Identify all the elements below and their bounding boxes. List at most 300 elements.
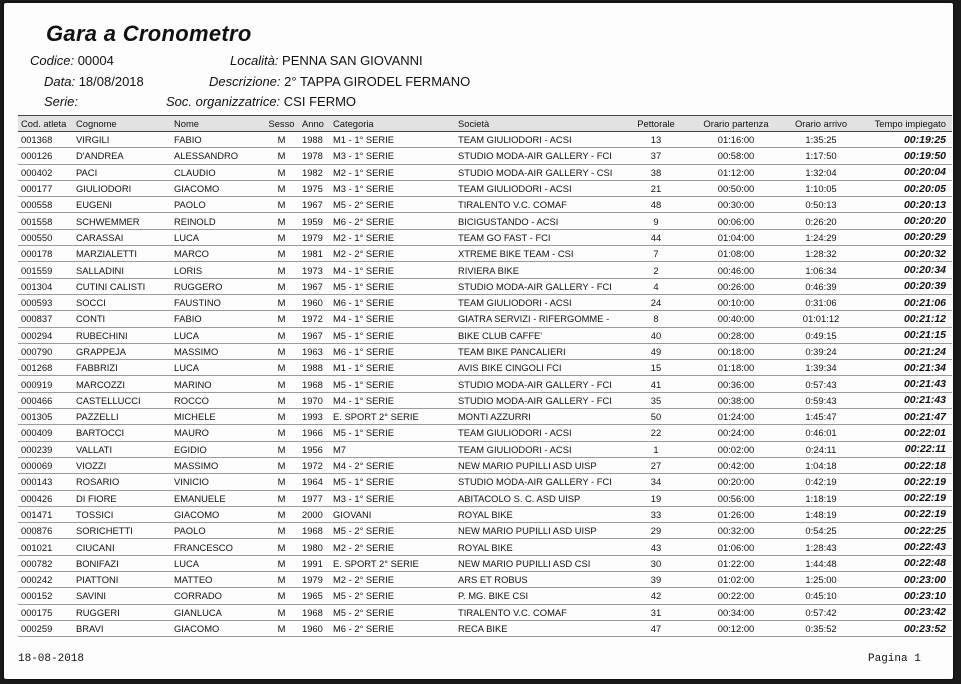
cell-pettorale: 13 [621, 132, 691, 148]
cell-tempo-impiegato: 00:20:39 [861, 278, 952, 294]
cell-orario-partenza: 00:18:00 [691, 343, 781, 359]
cell-tempo-impiegato: 00:20:34 [861, 262, 952, 278]
col-pettorale: Pettorale [621, 116, 691, 132]
table-row [18, 213, 952, 229]
cell-cod-atleta: 001021 [18, 539, 73, 555]
cell-cognome: CARASSAI [73, 229, 171, 245]
cell-anno: 1959 [299, 213, 330, 229]
cell-sesso: M [264, 506, 299, 522]
cell-societa: TEAM GO FAST - FCI [455, 229, 621, 245]
cell-nome: GIACOMO [171, 180, 264, 196]
cell-sesso: M [264, 132, 299, 148]
cell-categoria: M6 - 2° SERIE [330, 620, 455, 636]
table-row [18, 425, 952, 441]
cell-cod-atleta: 000466 [18, 392, 73, 408]
table-row [18, 343, 952, 359]
cell-societa: STUDIO MODA-AIR GALLERY - FCI [455, 392, 621, 408]
cell-societa: ROYAL BIKE [455, 539, 621, 555]
cell-societa: STUDIO MODA-AIR GALLERY - FCI [455, 148, 621, 164]
cell-orario-partenza: 00:42:00 [691, 457, 781, 473]
cell-pettorale: 41 [621, 376, 691, 392]
cell-tempo-impiegato: 00:20:20 [861, 213, 952, 229]
cell-sesso: M [264, 229, 299, 245]
serie-label: Serie: [44, 94, 78, 109]
cell-orario-arrivo: 1:10:05 [781, 180, 861, 196]
cell-cod-atleta: 000259 [18, 620, 73, 636]
cell-tempo-impiegato: 00:22:18 [861, 457, 952, 473]
table-row [18, 197, 952, 213]
soc-value: CSI FERMO [283, 94, 357, 109]
cell-societa: RECA BIKE [455, 620, 621, 636]
cell-cognome: DI FIORE [73, 490, 171, 506]
cell-societa: TIRALENTO V.C. COMAF [455, 604, 621, 620]
cell-cod-atleta: 000550 [18, 229, 73, 245]
cell-cod-atleta: 001471 [18, 506, 73, 522]
table-row [18, 376, 952, 392]
table-row [18, 588, 952, 604]
cell-orario-arrivo: 01:01:12 [781, 311, 861, 327]
cell-societa: TEAM GIULIODORI - ACSI [455, 441, 621, 457]
codice-value: 00004 [77, 53, 114, 68]
cell-societa: TEAM BIKE PANCALIERI [455, 343, 621, 359]
cell-cognome: BONIFAZI [73, 555, 171, 571]
cell-categoria: M5 - 1° SERIE [330, 376, 455, 392]
cell-anno: 1963 [299, 343, 330, 359]
cell-societa: ARS ET ROBUS [455, 572, 621, 588]
cell-tempo-impiegato: 00:21:15 [861, 327, 952, 343]
footer-date: 18-08-2018 [18, 653, 85, 665]
cell-cognome: SAVINI [73, 588, 171, 604]
cell-tempo-impiegato: 00:20:13 [861, 197, 952, 213]
cell-tempo-impiegato: 00:21:43 [861, 376, 952, 392]
cell-nome: MAURO [171, 425, 264, 441]
cell-orario-partenza: 00:30:00 [691, 197, 781, 213]
cell-tempo-impiegato: 00:23:42 [861, 604, 952, 620]
cell-anno: 1979 [299, 572, 330, 588]
cell-societa: ABITACOLO S. C. ASD UISP [455, 490, 621, 506]
cell-orario-partenza: 01:06:00 [691, 539, 781, 555]
codice-label: Codice: [30, 53, 75, 68]
cell-pettorale: 47 [621, 620, 691, 636]
cell-orario-arrivo: 1:39:34 [781, 360, 861, 376]
cell-cognome: PIATTONI [73, 572, 171, 588]
cell-cognome: PACI [73, 164, 171, 180]
cell-sesso: M [264, 474, 299, 490]
table-row [18, 294, 952, 310]
cell-nome: PAOLO [171, 197, 264, 213]
cell-categoria: M4 - 1° SERIE [330, 392, 455, 408]
cell-orario-arrivo: 0:42:19 [781, 474, 861, 490]
cell-sesso: M [264, 441, 299, 457]
cell-anno: 1960 [299, 294, 330, 310]
cell-tempo-impiegato: 00:21:06 [861, 294, 952, 310]
cell-cognome: MARZIALETTI [73, 246, 171, 262]
cell-orario-partenza: 01:16:00 [691, 132, 781, 148]
cell-categoria: M6 - 1° SERIE [330, 294, 455, 310]
cell-cognome: CONTI [73, 311, 171, 327]
cell-cognome: ROSARIO [73, 474, 171, 490]
cell-orario-partenza: 00:36:00 [691, 376, 781, 392]
table-row [18, 164, 952, 180]
cell-societa: AVIS BIKE CINGOLI FCI [455, 360, 621, 376]
table-row [18, 360, 952, 376]
localita-field [230, 53, 423, 68]
table-row [18, 523, 952, 539]
table-row [18, 506, 952, 522]
cell-anno: 1988 [299, 132, 330, 148]
cell-cognome: TOSSICI [73, 506, 171, 522]
cell-sesso: M [264, 197, 299, 213]
cell-tempo-impiegato: 00:23:10 [861, 588, 952, 604]
cell-cognome: GRAPPEJA [73, 343, 171, 359]
cell-sesso: M [264, 327, 299, 343]
cell-anno: 1975 [299, 180, 330, 196]
cell-categoria: M5 - 2° SERIE [330, 604, 455, 620]
cell-orario-arrivo: 0:39:24 [781, 343, 861, 359]
cell-anno: 1966 [299, 425, 330, 441]
cell-orario-partenza: 01:22:00 [691, 555, 781, 571]
cell-categoria: GIOVANI [330, 506, 455, 522]
data-label: Data: [44, 74, 76, 89]
cell-tempo-impiegato: 00:22:43 [861, 539, 952, 555]
cell-anno: 1967 [299, 197, 330, 213]
cell-nome: LUCA [171, 327, 264, 343]
cell-cod-atleta: 000126 [18, 148, 73, 164]
cell-societa: NEW MARIO PUPILLI ASD UISP [455, 457, 621, 473]
cell-tempo-impiegato: 00:22:48 [861, 555, 952, 571]
cell-sesso: M [264, 425, 299, 441]
cell-orario-arrivo: 0:49:15 [781, 327, 861, 343]
cell-societa: P. MG. BIKE CSI [455, 588, 621, 604]
cell-orario-partenza: 00:34:00 [691, 604, 781, 620]
cell-orario-partenza: 00:32:00 [691, 523, 781, 539]
cell-categoria: M6 - 2° SERIE [330, 213, 455, 229]
footer-page: Pagina 1 [868, 653, 921, 665]
cell-orario-partenza: 00:26:00 [691, 278, 781, 294]
cell-pettorale: 21 [621, 180, 691, 196]
table-row [18, 180, 952, 196]
results-table [18, 115, 952, 637]
cell-anno: 1968 [299, 523, 330, 539]
cell-sesso: M [264, 457, 299, 473]
cell-cognome: SOCCI [73, 294, 171, 310]
cell-sesso: M [264, 490, 299, 506]
col-sesso: Sesso [264, 116, 299, 132]
data-value: 18/08/2018 [78, 74, 144, 89]
table-row [18, 229, 952, 245]
cell-orario-arrivo: 1:06:34 [781, 262, 861, 278]
cell-categoria: M3 - 1° SERIE [330, 180, 455, 196]
cell-cognome: SALLADINI [73, 262, 171, 278]
col-anno: Anno [299, 116, 330, 132]
cell-orario-partenza: 01:26:00 [691, 506, 781, 522]
cell-orario-arrivo: 0:45:10 [781, 588, 861, 604]
cell-societa: STUDIO MODA-AIR GALLERY - FCI [455, 278, 621, 294]
cell-pettorale: 29 [621, 523, 691, 539]
cell-orario-partenza: 00:50:00 [691, 180, 781, 196]
cell-anno: 1964 [299, 474, 330, 490]
cell-tempo-impiegato: 00:22:19 [861, 490, 952, 506]
document-page [4, 3, 953, 679]
cell-nome: ALESSANDRO [171, 148, 264, 164]
cell-categoria: M2 - 2° SERIE [330, 246, 455, 262]
cell-nome: LORIS [171, 262, 264, 278]
cell-categoria: M2 - 2° SERIE [330, 539, 455, 555]
cell-anno: 1970 [299, 392, 330, 408]
cell-societa: XTREME BIKE TEAM - CSI [455, 246, 621, 262]
cell-sesso: M [264, 148, 299, 164]
table-row [18, 572, 952, 588]
cell-cognome: CASTELLUCCI [73, 392, 171, 408]
cell-orario-partenza: 00:20:00 [691, 474, 781, 490]
cell-orario-partenza: 00:56:00 [691, 490, 781, 506]
cell-anno: 1967 [299, 278, 330, 294]
cell-pettorale: 19 [621, 490, 691, 506]
cell-pettorale: 39 [621, 572, 691, 588]
cell-cod-atleta: 000242 [18, 572, 73, 588]
cell-societa: BICIGUSTANDO - ACSI [455, 213, 621, 229]
cell-orario-arrivo: 0:59:43 [781, 392, 861, 408]
cell-societa: GIATRA SERVIZI - RIFERGOMME - [455, 311, 621, 327]
cell-cod-atleta: 000239 [18, 441, 73, 457]
table-row [18, 441, 952, 457]
cell-sesso: M [264, 604, 299, 620]
cell-anno: 1968 [299, 604, 330, 620]
cell-nome: MASSIMO [171, 457, 264, 473]
cell-categoria: M2 - 1° SERIE [330, 229, 455, 245]
cell-anno: 1968 [299, 376, 330, 392]
cell-cod-atleta: 000294 [18, 327, 73, 343]
cell-pettorale: 22 [621, 425, 691, 441]
cell-cod-atleta: 000790 [18, 343, 73, 359]
cell-sesso: M [264, 539, 299, 555]
cell-tempo-impiegato: 00:20:32 [861, 246, 952, 262]
cell-cod-atleta: 000178 [18, 246, 73, 262]
cell-categoria: M5 - 1° SERIE [330, 278, 455, 294]
cell-cod-atleta: 001304 [18, 278, 73, 294]
table-row [18, 457, 952, 473]
cell-nome: LUCA [171, 360, 264, 376]
cell-nome: MARCO [171, 246, 264, 262]
table-row [18, 327, 952, 343]
table-row [18, 555, 952, 571]
cell-orario-partenza: 00:10:00 [691, 294, 781, 310]
col-nome: Nome [171, 116, 264, 132]
cell-cognome: SORICHETTI [73, 523, 171, 539]
cell-tempo-impiegato: 00:20:29 [861, 229, 952, 245]
cell-pettorale: 30 [621, 555, 691, 571]
col-orario-partenza: Orario partenza [691, 116, 781, 132]
table-row [18, 246, 952, 262]
table-row [18, 539, 952, 555]
cell-anno: 1973 [299, 262, 330, 278]
cell-nome: MICHELE [171, 409, 264, 425]
cell-categoria: M2 - 2° SERIE [330, 572, 455, 588]
cell-orario-partenza: 00:12:00 [691, 620, 781, 636]
cell-nome: MATTEO [171, 572, 264, 588]
table-body [18, 132, 952, 637]
cell-orario-partenza: 01:18:00 [691, 360, 781, 376]
cell-orario-arrivo: 1:32:04 [781, 164, 861, 180]
cell-categoria: E. SPORT 2° SERIE [330, 409, 455, 425]
cell-tempo-impiegato: 00:19:25 [861, 132, 952, 148]
cell-pettorale: 7 [621, 246, 691, 262]
table-row [18, 620, 952, 636]
cell-pettorale: 49 [621, 343, 691, 359]
cell-categoria: M3 - 1° SERIE [330, 490, 455, 506]
cell-anno: 1972 [299, 311, 330, 327]
cell-sesso: M [264, 246, 299, 262]
localita-label: Località: [230, 53, 279, 68]
cell-cognome: MARCOZZI [73, 376, 171, 392]
cell-orario-partenza: 00:40:00 [691, 311, 781, 327]
cell-anno: 1993 [299, 409, 330, 425]
col-categoria: Categoria [330, 116, 455, 132]
cell-tempo-impiegato: 00:21:12 [861, 311, 952, 327]
cell-cod-atleta: 001558 [18, 213, 73, 229]
cell-cognome: VIOZZI [73, 457, 171, 473]
cell-sesso: M [264, 164, 299, 180]
cell-sesso: M [264, 278, 299, 294]
table-row [18, 604, 952, 620]
cell-sesso: M [264, 360, 299, 376]
serie-field [44, 94, 78, 109]
cell-cod-atleta: 000558 [18, 197, 73, 213]
cell-orario-arrivo: 1:24:29 [781, 229, 861, 245]
cell-sesso: M [264, 343, 299, 359]
cell-orario-arrivo: 0:26:20 [781, 213, 861, 229]
cell-pettorale: 48 [621, 197, 691, 213]
cell-cod-atleta: 000593 [18, 294, 73, 310]
cell-societa: TIRALENTO V.C. COMAF [455, 197, 621, 213]
cell-pettorale: 44 [621, 229, 691, 245]
cell-tempo-impiegato: 00:23:00 [861, 572, 952, 588]
cell-pettorale: 34 [621, 474, 691, 490]
cell-cognome: D'ANDREA [73, 148, 171, 164]
cell-anno: 1981 [299, 246, 330, 262]
cell-categoria: M5 - 1° SERIE [330, 327, 455, 343]
cell-orario-partenza: 00:38:00 [691, 392, 781, 408]
cell-nome: MASSIMO [171, 343, 264, 359]
cell-tempo-impiegato: 00:19:50 [861, 148, 952, 164]
cell-societa: MONTI AZZURRI [455, 409, 621, 425]
cell-orario-partenza: 00:22:00 [691, 588, 781, 604]
cell-pettorale: 50 [621, 409, 691, 425]
cell-cod-atleta: 000782 [18, 555, 73, 571]
cell-societa: STUDIO MODA-AIR GALLERY - FCI [455, 376, 621, 392]
cell-sesso: M [264, 588, 299, 604]
cell-cognome: RUGGERI [73, 604, 171, 620]
cell-nome: RUGGERO [171, 278, 264, 294]
cell-nome: MARINO [171, 376, 264, 392]
cell-sesso: M [264, 572, 299, 588]
soc-field [166, 94, 356, 109]
table-row [18, 474, 952, 490]
cell-anno: 1965 [299, 588, 330, 604]
cell-pettorale: 40 [621, 327, 691, 343]
cell-categoria: M5 - 1° SERIE [330, 425, 455, 441]
cell-sesso: M [264, 213, 299, 229]
cell-tempo-impiegato: 00:22:11 [861, 441, 952, 457]
cell-cod-atleta: 000837 [18, 311, 73, 327]
cell-nome: CLAUDIO [171, 164, 264, 180]
cell-cognome: CIUCANI [73, 539, 171, 555]
cell-pettorale: 4 [621, 278, 691, 294]
cell-orario-partenza: 00:28:00 [691, 327, 781, 343]
cell-anno: 1988 [299, 360, 330, 376]
cell-tempo-impiegato: 00:22:19 [861, 506, 952, 522]
cell-orario-arrivo: 1:17:50 [781, 148, 861, 164]
cell-categoria: M1 - 1° SERIE [330, 132, 455, 148]
cell-anno: 1982 [299, 164, 330, 180]
cell-sesso: M [264, 392, 299, 408]
cell-categoria: M3 - 1° SERIE [330, 148, 455, 164]
cell-cognome: GIULIODORI [73, 180, 171, 196]
cell-orario-arrivo: 0:35:52 [781, 620, 861, 636]
cell-cod-atleta: 000426 [18, 490, 73, 506]
cell-orario-partenza: 01:02:00 [691, 572, 781, 588]
cell-nome: PAOLO [171, 523, 264, 539]
cell-pettorale: 33 [621, 506, 691, 522]
cell-sesso: M [264, 409, 299, 425]
cell-categoria: M6 - 1° SERIE [330, 343, 455, 359]
cell-orario-arrivo: 1:28:43 [781, 539, 861, 555]
cell-societa: STUDIO MODA-AIR GALLERY - FCI [455, 474, 621, 490]
cell-cognome: RUBECHINI [73, 327, 171, 343]
cell-pettorale: 43 [621, 539, 691, 555]
cell-tempo-impiegato: 00:21:24 [861, 343, 952, 359]
cell-pettorale: 31 [621, 604, 691, 620]
cell-tempo-impiegato: 00:21:47 [861, 409, 952, 425]
cell-pettorale: 9 [621, 213, 691, 229]
cell-orario-arrivo: 1:45:47 [781, 409, 861, 425]
cell-categoria: M5 - 2° SERIE [330, 588, 455, 604]
cell-sesso: M [264, 311, 299, 327]
cell-orario-arrivo: 0:46:01 [781, 425, 861, 441]
cell-cod-atleta: 000175 [18, 604, 73, 620]
cell-orario-arrivo: 0:57:42 [781, 604, 861, 620]
cell-nome: FAUSTINO [171, 294, 264, 310]
cell-cognome: SCHWEMMER [73, 213, 171, 229]
cell-cod-atleta: 000919 [18, 376, 73, 392]
page-title: Gara a Cronometro [46, 21, 252, 46]
cell-tempo-impiegato: 00:20:05 [861, 180, 952, 196]
col-cognome: Cognome [73, 116, 171, 132]
cell-orario-partenza: 00:06:00 [691, 213, 781, 229]
cell-orario-arrivo: 0:46:39 [781, 278, 861, 294]
cell-cognome: EUGENI [73, 197, 171, 213]
cell-societa: NEW MARIO PUPILLI ASD CSI [455, 555, 621, 571]
table-row [18, 278, 952, 294]
cell-orario-partenza: 00:46:00 [691, 262, 781, 278]
cell-categoria: M4 - 1° SERIE [330, 262, 455, 278]
cell-nome: FRANCESCO [171, 539, 264, 555]
cell-sesso: M [264, 620, 299, 636]
cell-cognome: FABBRIZI [73, 360, 171, 376]
cell-cognome: BRAVI [73, 620, 171, 636]
cell-orario-arrivo: 1:48:19 [781, 506, 861, 522]
cell-orario-arrivo: 1:44:48 [781, 555, 861, 571]
cell-societa: TEAM GIULIODORI - ACSI [455, 294, 621, 310]
data-field [44, 74, 144, 89]
cell-cod-atleta: 000402 [18, 164, 73, 180]
cell-tempo-impiegato: 00:23:52 [861, 620, 952, 636]
cell-orario-partenza: 00:24:00 [691, 425, 781, 441]
cell-sesso: M [264, 555, 299, 571]
cell-categoria: M1 - 1° SERIE [330, 360, 455, 376]
cell-cod-atleta: 001559 [18, 262, 73, 278]
localita-value: PENNA SAN GIOVANNI [282, 53, 423, 68]
